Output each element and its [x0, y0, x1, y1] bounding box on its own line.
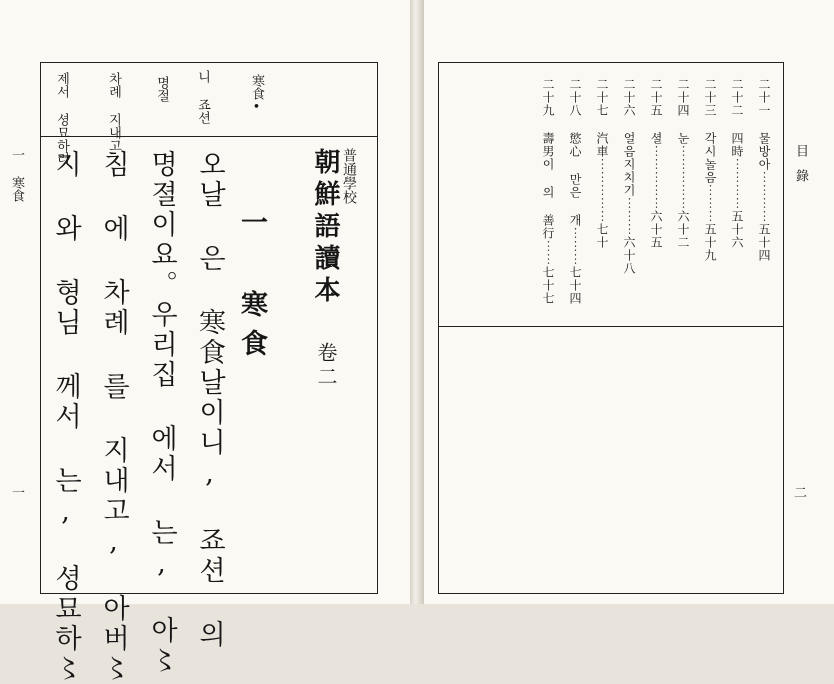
- volume-label: 卷二: [314, 342, 338, 390]
- toc-entry: 二十三 각시놀음⋯⋯⋯五十九: [703, 78, 717, 262]
- page-one: [0, 0, 410, 684]
- toc-divider: [438, 326, 784, 327]
- page-two: [424, 0, 834, 604]
- book-title-small: 普通學校: [341, 148, 357, 204]
- running-head: 目錄: [793, 144, 808, 194]
- lesson-heading: 一 寒食: [236, 208, 267, 368]
- toc-entry: 二十八 慾心 만은 개⋯⋯⋯七十四: [568, 78, 582, 305]
- toc-entry: 二十五 셜⋯⋯⋯⋯⋯六十五: [649, 78, 663, 249]
- body-column-4: 지 와 형님 께서 는, 셩묘하〻: [50, 150, 81, 684]
- book-gutter: [410, 0, 424, 604]
- gloss-hanshik: 寒食•: [249, 74, 264, 115]
- page-number: 二: [794, 486, 808, 501]
- body-column-3: 침 에 차례 를 지내고, 아버〻: [98, 150, 129, 684]
- body-column-2: 명졀이요。우리집 에서 는, 아〻: [146, 150, 177, 676]
- toc-entry: 二十四 눈⋯⋯⋯⋯⋯六十二: [676, 78, 690, 249]
- book-title-main: 朝鮮語讀本: [310, 148, 340, 308]
- gloss-seongmyo: 제서 셩묘하러: [54, 72, 69, 165]
- toc-entry: 二十九 壽男이 의 善行⋯⋯七十七: [541, 78, 555, 305]
- toc-entry: 二十一 물방아⋯⋯⋯⋯五十四: [757, 78, 771, 262]
- toc-entry: 二十二 四時⋯⋯⋯⋯五十六: [730, 78, 744, 249]
- gloss-ni-joseon: 니 죠션: [195, 70, 210, 124]
- gloss-divider: [40, 136, 378, 137]
- gloss-myeongjeol: 명절: [154, 76, 169, 102]
- body-column-1: 오날 은 寒食날이니, 죠션 의: [194, 150, 225, 650]
- gloss-charye: 차례 지내고: [106, 72, 121, 152]
- toc-entry: 二十六 얼음지치기⋯⋯⋯六十八: [622, 78, 636, 275]
- page-number: 一: [12, 486, 26, 501]
- toc-entry: 二十七 汽車⋯⋯⋯⋯⋯七十: [595, 78, 609, 249]
- running-head: 一 寒食: [9, 148, 24, 202]
